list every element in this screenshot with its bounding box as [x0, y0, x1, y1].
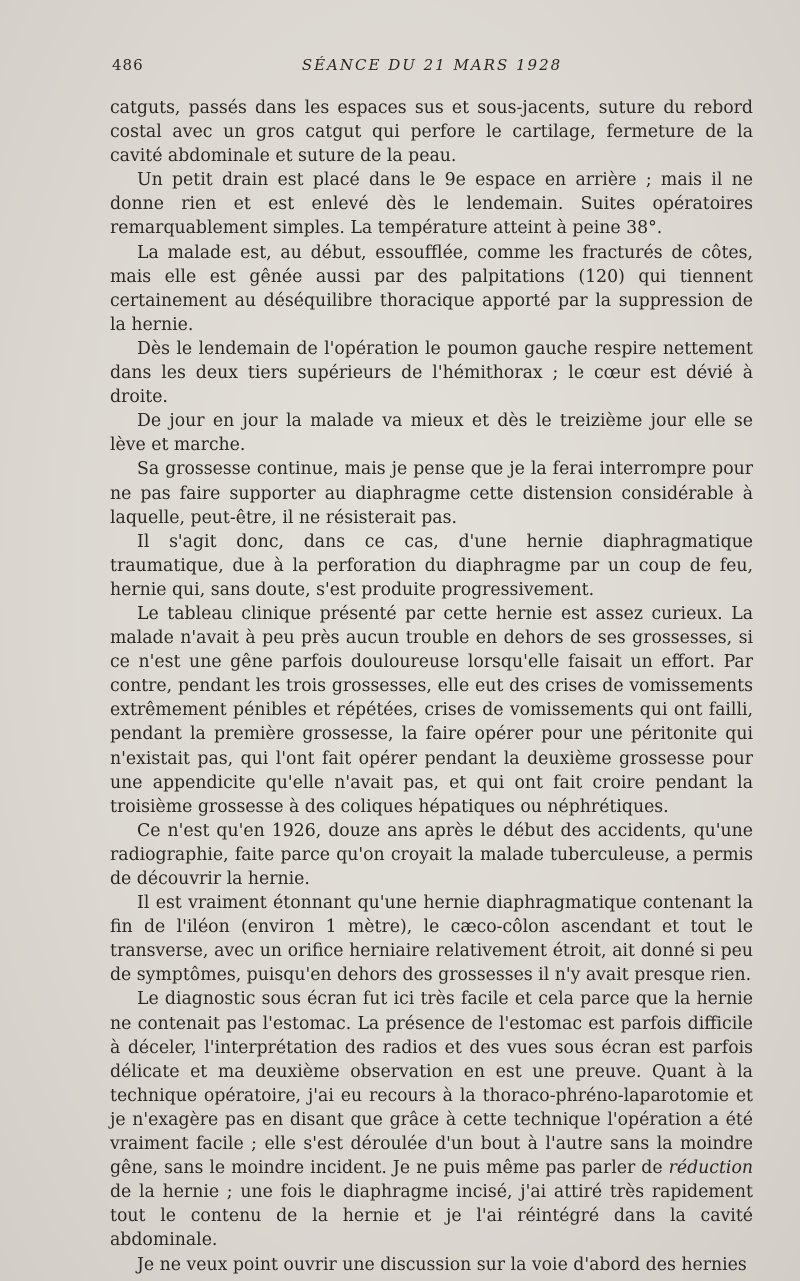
- paragraph: Il est vraiment étonnant qu'une hernie diaphragmatique contenant la fin de l'iléon (environ 1 mètre), le cæco-côlon ascendant et tout le transverse, avec un orifice herniaire relativement étroit, ait donné si peu de symptômes, puisqu'en dehors des grossesses il n'y avait presque rien.: [110, 893, 753, 986]
- paragraph: De jour en jour la malade va mieux et dès le treizième jour elle se lève et marche.: [110, 411, 753, 456]
- paragraph: Le tableau clinique présenté par cette hernie est assez curieux. La malade n'avait à peu près aucun trouble en dehors de ses grossesses, si ce n'est une gêne parfois douloureuse lorsqu'elle faisait un effort. Par contre, pendant les trois grossesses, elle eut des crises de vomissements extrêmement pénibles et répétées, crises de vomissements qui ont failli, pendant la première grossesse, la faire opérer pour une péritonite qui n'existait pas, qui l'ont fait opérer pendant la deuxième grossesse pour une appendicite qu'elle n'avait pas, et qui ont fait croire pendant la troisième grossesse à des coliques hépatiques ou néphrétiques.: [110, 603, 753, 817]
- paragraph: [110, 987, 753, 1252]
- paragraph: Sa grossesse continue, mais je pense que je la ferai interrompre pour ne pas faire supporter au diaphragme cette distension considérable à laquelle, peut-être, il ne résisterait pas.: [110, 459, 753, 528]
- page-header: [112, 56, 752, 80]
- paragraph: La malade est, au début, essoufflée, comme les fracturés de côtes, mais elle est gênée aussi par des palpitations (120) qui tiennent certainement au déséquilibre thoracique apporté par la suppression de la hernie.: [110, 242, 753, 335]
- page-number: 486: [112, 56, 144, 74]
- paragraph: Un petit drain est placé dans le 9e espace en arrière ; mais il ne donne rien et est enlevé dès le lendemain. Suites opératoires remarquablement simples. La température atteint à peine 38°.: [110, 170, 753, 239]
- running-title: SÉANCE DU 21 MARS 1928: [301, 56, 563, 74]
- paragraph-text: Le diagnostic sous écran fut ici très facile et cela parce que la hernie ne contenait pas l'estomac. La présence de l'estomac est parfois difficile à déceler, l'interprétation des radios et des vues sous écran est parfois délicate et ma deuxième observation en est une preuve. Quant à la technique opératoire, j'ai eu recours à la thoraco-phréno-laparotomie et je n'exagère pas en disant que grâce à cette technique l'opération a été vraiment facile ; elle s'est déroulée d'un bout à l'autre sans la moindre gêne, sans le moindre incident. Je ne puis même pas parler de: [110, 989, 753, 1179]
- paragraph: catguts, passés dans les espaces sus et sous-jacents, suture du rebord costal avec un gros catgut qui perfore le cartilage, fermeture de la cavité abdominale et suture de la peau.: [110, 98, 753, 167]
- paragraph: Ce n'est qu'en 1926, douze ans après le début des accidents, qu'une radiographie, faite parce qu'on croyait la malade tuberculeuse, a permis de découvrir la hernie.: [110, 820, 753, 889]
- paragraph-text: de la hernie ; une fois le diaphragme incisé, j'ai attiré très rapidement tout le contenu de la hernie et je l'ai réintégré dans la cavité abdominale.: [110, 1182, 753, 1251]
- emphasis-text: réduction: [668, 1158, 753, 1179]
- paragraph: Je ne veux point ouvrir une discussion sur la voie d'abord des hernies: [137, 1254, 747, 1275]
- paragraph: Il s'agit donc, dans ce cas, d'une hernie diaphragmatique traumatique, due à la perforation du diaphragme par un coup de feu, hernie qui, sans doute, s'est produite progressivement.: [110, 531, 753, 600]
- body-text: [110, 96, 753, 1277]
- paragraph: Dès le lendemain de l'opération le poumon gauche respire nettement dans les deux tiers supérieurs de l'hémithorax ; le cœur est dévié à droite.: [110, 338, 753, 408]
